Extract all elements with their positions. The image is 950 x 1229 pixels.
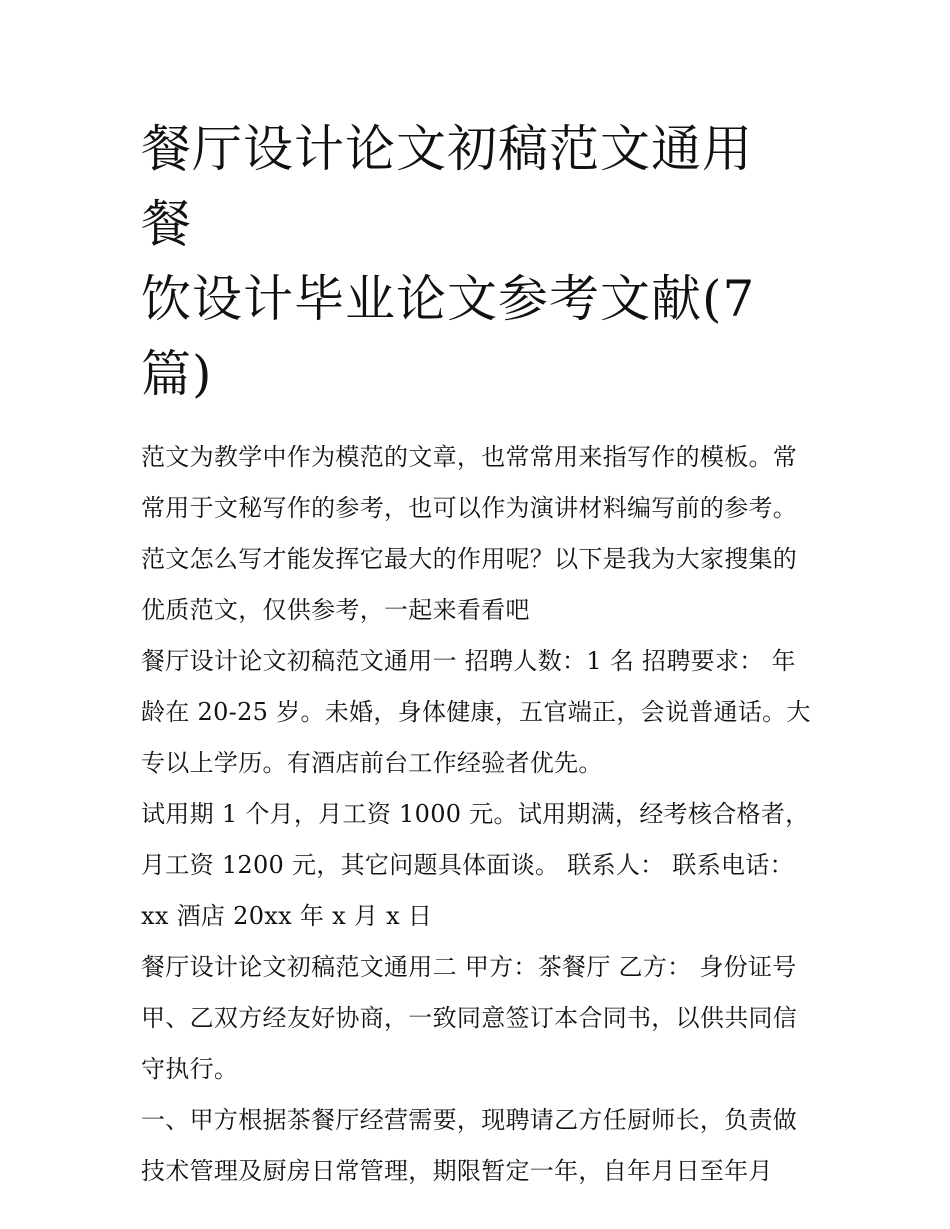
- text-line: xx 酒店 20xx 年 x 月 x 日: [141, 902, 433, 930]
- text-line: 专以上学历。有酒店前台工作经验者优先。: [141, 749, 603, 777]
- text-line: 餐厅设计论文初稿范文通用一 招聘人数：1 名 招聘要求： 年: [141, 647, 796, 675]
- text-line: 守执行。: [141, 1055, 239, 1083]
- text-line: 范文为教学中作为模范的文章，也常常用来指写作的模板。常: [141, 443, 798, 471]
- probation-paragraph: [141, 789, 813, 942]
- intro-paragraph: [141, 432, 813, 636]
- text-line: 试用期 1 个月，月工资 1000 元。试用期满，经考核合格者，: [141, 800, 810, 828]
- document-title: [141, 112, 813, 412]
- title-line: 篇): [141, 345, 213, 403]
- contract-paragraph: [141, 942, 813, 1095]
- text-line: 技术管理及厨房日常管理，期限暂定一年，自年月日至年月: [141, 1157, 773, 1185]
- text-line: 餐厅设计论文初稿范文通用二 甲方：茶餐厅 乙方： 身份证号: [141, 953, 797, 981]
- clause-one-paragraph: [141, 1095, 813, 1197]
- recruitment-paragraph: [141, 636, 813, 789]
- text-line: 优质范文，仅供参考，一起来看看吧: [141, 596, 530, 624]
- document-page: [141, 112, 813, 1197]
- title-line: 饮设计毕业论文参考文献(7: [141, 270, 756, 328]
- text-line: 一、甲方根据茶餐厅经营需要，现聘请乙方任厨师长，负责做: [141, 1106, 798, 1134]
- text-line: 龄在 20-25 岁。未婚，身体健康，五官端正，会说普通话。大: [141, 698, 811, 726]
- text-line: 常用于文秘写作的参考，也可以作为演讲材料编写前的参考。: [141, 494, 798, 522]
- document-body: [141, 432, 813, 1197]
- text-line: 月工资 1200 元，其它问题具体面谈。 联系人： 联系电话：: [141, 851, 794, 879]
- text-line: 甲、乙双方经友好协商，一致同意签订本合同书，以供共同信: [141, 1004, 798, 1032]
- text-line: 范文怎么写才能发挥它最大的作用呢？以下是我为大家搜集的: [141, 545, 798, 573]
- title-line: 餐厅设计论文初稿范文通用 餐: [141, 120, 753, 253]
